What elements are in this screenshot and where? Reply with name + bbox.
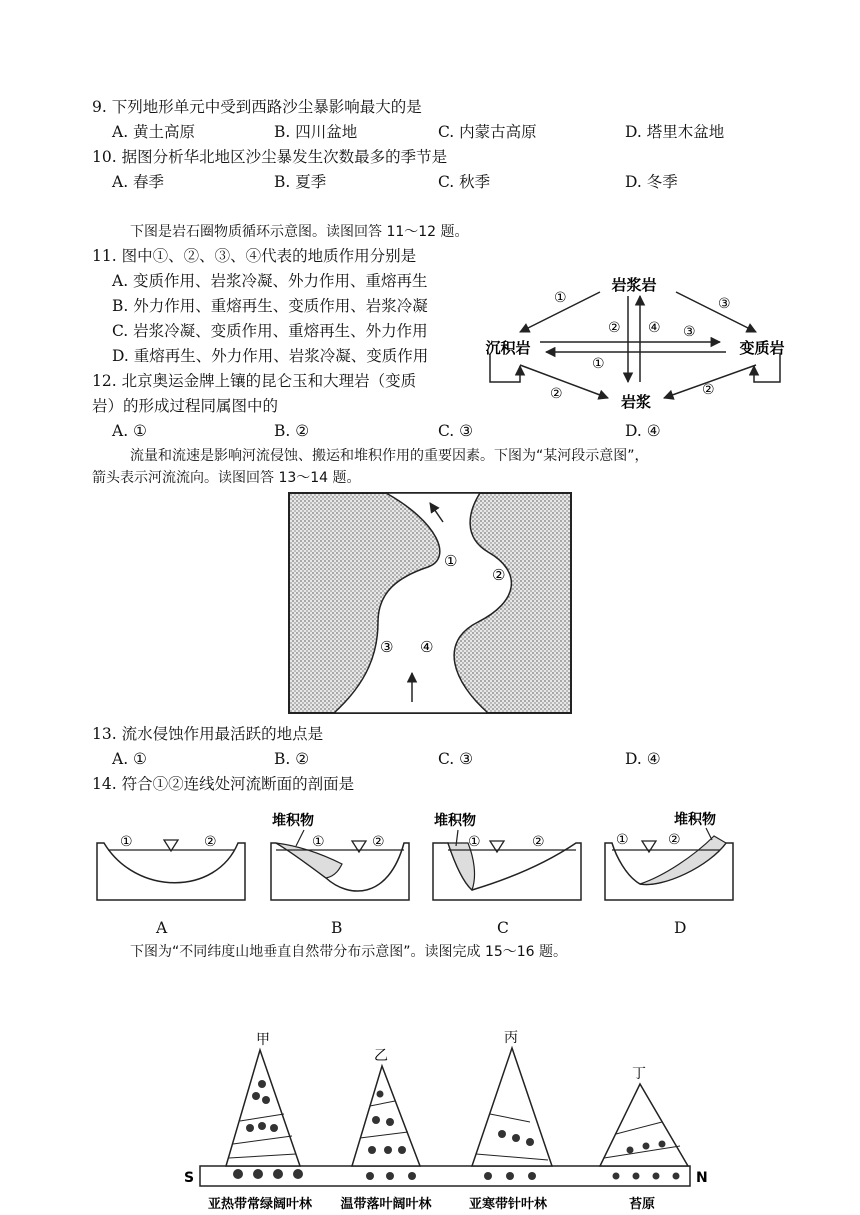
q12-option-a: A. ①: [112, 422, 147, 440]
q14-stem: 14. 符合①②连线处河流断面的剖面是: [92, 775, 355, 793]
q11-stem: 11. 图中①、②、③、④代表的地质作用分别是: [92, 247, 417, 265]
q10-option-d: D. 冬季: [625, 173, 678, 191]
river-diagram: [288, 492, 572, 714]
section-c-label: C: [497, 919, 509, 937]
section-d-left: ①: [616, 832, 629, 848]
label-metamorphic-rock: 变质岩: [739, 339, 785, 357]
cross-section-c: [432, 806, 582, 906]
section-d-label: D: [674, 919, 687, 937]
section-a-label: A: [156, 919, 168, 937]
q9-option-c: C. 内蒙古高原: [438, 123, 537, 141]
q10-option-b: B. 夏季: [274, 173, 327, 191]
q10-option-a: A. 春季: [112, 173, 165, 191]
river-point-4: ④: [420, 638, 434, 656]
process-1-top: ①: [554, 290, 567, 306]
section-a-right: ②: [204, 834, 217, 850]
q9-stem: 9. 下列地形单元中受到西路沙尘暴影响最大的是: [92, 98, 422, 116]
process-3-horizontal: ③: [683, 324, 696, 340]
section-d-deposit-label: 堆积物: [674, 812, 716, 828]
section-c-right: ②: [532, 834, 545, 850]
q11-option-c: C. 岩浆冷凝、变质作用、重熔再生、外力作用: [112, 322, 428, 340]
section-c-left: ①: [468, 834, 481, 850]
q9-option-a: A. 黄土高原: [112, 123, 196, 141]
section-d-right: ②: [668, 832, 681, 848]
intro-13-14-line1: 流量和流速是影响河流侵蚀、搬运和堆积作用的重要因素。下图为“某河段示意图”，: [130, 448, 649, 464]
section-c-deposit-label: 堆积物: [434, 813, 476, 829]
q9-option-d: D. 塔里木盆地: [625, 123, 725, 141]
q10-stem: 10. 据图分析华北地区沙尘暴发生次数最多的季节是: [92, 148, 448, 166]
process-2-bottom-right: ②: [702, 382, 715, 398]
label-magma-rock: 岩浆岩: [611, 276, 657, 294]
mountain-jia-label: 甲: [256, 1032, 270, 1048]
process-1-horizontal: ①: [592, 356, 605, 372]
cross-section-b: [270, 806, 410, 906]
q11-option-a: A. 变质作用、岩浆冷凝、外力作用、重熔再生: [112, 272, 428, 290]
section-b-deposit-label: 堆积物: [272, 813, 314, 829]
intro-15-16: 下图为“不同纬度山地垂直自然带分布示意图”。读图完成 15～16 题。: [130, 944, 568, 960]
process-3-top: ③: [718, 296, 731, 312]
cross-section-d: [604, 806, 734, 906]
process-2-bottom-left: ②: [550, 386, 563, 402]
q13-option-c: C. ③: [438, 750, 474, 768]
q12-stem-line2: 岩）的形成过程同属图中的: [92, 397, 279, 415]
north-label: N: [696, 1170, 708, 1186]
river-point-3: ③: [380, 638, 394, 656]
q11-option-b: B. 外力作用、重熔再生、变质作用、岩浆冷凝: [112, 297, 428, 315]
section-b-left: ①: [312, 834, 325, 850]
section-b-label: B: [331, 919, 343, 937]
section-b-right: ②: [372, 834, 385, 850]
process-4-vertical: ④: [648, 320, 661, 336]
label-magma: 岩浆: [620, 393, 652, 411]
q12-option-d: D. ④: [625, 422, 661, 440]
legend-temperate-deciduous: 温带落叶阔叶林: [340, 1197, 432, 1212]
legend-tundra: 苔原: [628, 1197, 656, 1212]
q13-option-d: D. ④: [625, 750, 661, 768]
process-2-vertical: ②: [608, 320, 621, 336]
intro-13-14-line2: 箭头表示河流流向。读图回答 13～14 题。: [92, 470, 361, 486]
q13-stem: 13. 流水侵蚀作用最活跃的地点是: [92, 725, 324, 743]
cross-section-a: [96, 826, 246, 906]
q13-option-a: A. ①: [112, 750, 147, 768]
q12-stem-line1: 12. 北京奥运金牌上镶的昆仑玉和大理岩（变质: [92, 372, 417, 390]
river-point-1: ①: [444, 552, 458, 570]
q9-option-b: B. 四川盆地: [274, 123, 358, 141]
mountain-yi-label: 乙: [374, 1048, 388, 1064]
rock-cycle-diagram: [478, 270, 798, 415]
intro-11-12: 下图是岩石圈物质循环示意图。读图回答 11～12 题。: [130, 224, 469, 240]
q11-option-d: D. 重熔再生、外力作用、岩浆冷凝、变质作用: [112, 347, 429, 365]
mountain-bing-label: 丙: [504, 1030, 518, 1046]
south-label: S: [184, 1170, 195, 1186]
q13-option-b: B. ②: [274, 750, 310, 768]
label-sedimentary-rock: 沉积岩: [485, 339, 531, 357]
mountain-zones-diagram: [180, 1026, 720, 1212]
legend-subtropical-evergreen: 亚热带常绿阔叶林: [207, 1197, 313, 1212]
river-point-2: ②: [492, 566, 506, 584]
section-a-left: ①: [120, 834, 133, 850]
q10-option-c: C. 秋季: [438, 173, 491, 191]
mountain-ding-label: 丁: [632, 1066, 646, 1082]
q12-option-b: B. ②: [274, 422, 310, 440]
q12-option-c: C. ③: [438, 422, 474, 440]
legend-subarctic-conifer: 亚寒带针叶林: [468, 1197, 548, 1212]
